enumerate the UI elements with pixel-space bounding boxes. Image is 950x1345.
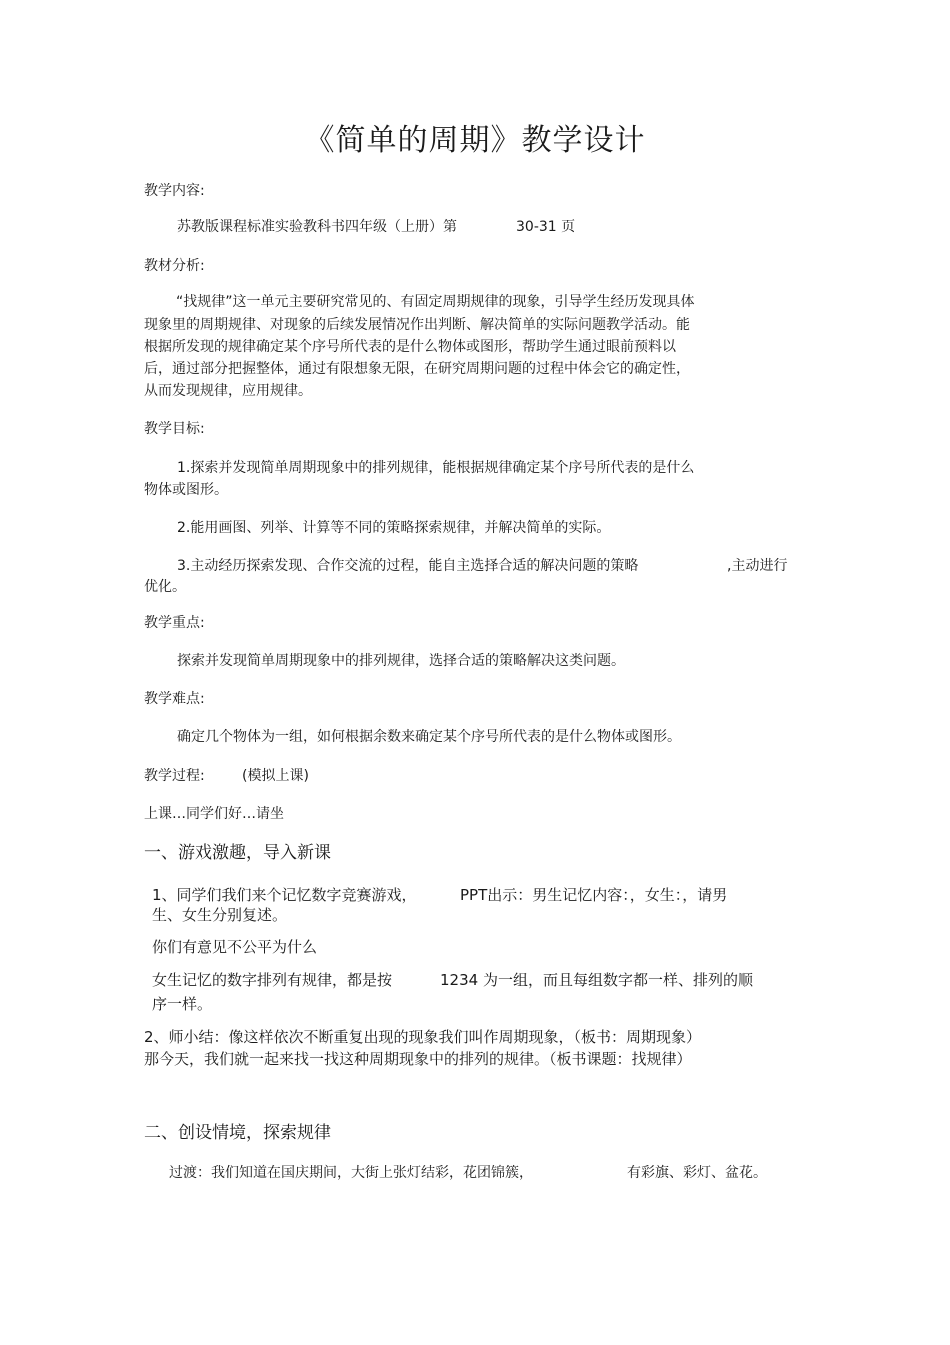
section-2-transition-end: 有彩旗、彩灯、盆花。 <box>627 1165 767 1181</box>
goal-3-cont: 优化。 <box>144 579 186 595</box>
section-1-para-3: 女生记忆的数字排列有规律，都是按 <box>152 971 393 989</box>
content-text: 苏教版课程标准实验教科书四年级（上册）第 <box>177 219 457 235</box>
goal-3-end: ,主动进行 <box>727 558 788 574</box>
section-1-para-3-mid: 1234 为一组，而且每组数字都一样、排列的顺 <box>440 971 753 989</box>
section-1-para-1: 1、同学们我们来个记忆数字竞赛游戏， <box>152 886 417 904</box>
section-1-para-3-cont: 序一样。 <box>152 995 213 1013</box>
analysis-label: 教材分析: <box>144 258 205 274</box>
section-1-summary-cont: 那今天，我们就一起来找一找这种周期现象中的排列的规律。（板书课题：找规律） <box>144 1050 692 1068</box>
analysis-line: “找规律”这一单元主要研究常见的、有固定周期规律的现象，引导学生经历发现具体 <box>176 294 695 310</box>
goal-2: 2.能用画图、列举、计算等不同的策略探索规律，并解决简单的实际。 <box>177 520 611 536</box>
difficulty-label: 教学难点: <box>144 691 205 707</box>
section-1-heading: 一、游戏激趣，导入新课 <box>144 843 331 863</box>
content-pages: 30-31 页 <box>516 219 576 235</box>
goals-label: 教学目标: <box>144 421 205 437</box>
analysis-line: 现象里的周期规律、对现象的后续发展情况作出判断、解决简单的实际问题教学活动。能 <box>144 317 690 333</box>
goal-1-cont: 物体或图形。 <box>144 482 228 498</box>
key-label: 教学重点: <box>144 615 205 631</box>
process-label: 教学过程: <box>144 768 205 784</box>
difficulty-text: 确定几个物体为一组，如何根据余数来确定某个序号所代表的是什么物体或图形。 <box>177 729 681 745</box>
goal-3: 3.主动经历探索发现、合作交流的过程，能自主选择合适的解决问题的策略 <box>177 558 639 574</box>
goal-1: 1.探索并发现简单周期现象中的排列规律，能根据规律确定某个序号所代表的是什么 <box>177 460 695 476</box>
section-1-para-1-cont: 生、女生分别复述。 <box>152 906 288 924</box>
class-start: 上课…同学们好…请坐 <box>144 806 284 822</box>
analysis-line: 根据所发现的规律确定某个序号所代表的是什么物体或图形，帮助学生通过眼前预料以 <box>144 339 676 355</box>
content-label: 教学内容: <box>144 183 205 199</box>
section-1-para-1-ppt: PPT出示：男生记忆内容：，女生：，请男 <box>460 886 728 904</box>
section-2-heading: 二、创设情境，探索规律 <box>144 1123 331 1143</box>
section-2-transition: 过渡：我们知道在国庆期间，大街上张灯结彩，花团锦簇， <box>169 1165 533 1181</box>
analysis-line: 从而发现规律，应用规律。 <box>144 383 312 399</box>
section-1-summary: 2、师小结：像这样依次不断重复出现的现象我们叫作周期现象，（板书：周期现象） <box>144 1028 702 1046</box>
section-1-para-2: 你们有意见不公平为什么 <box>152 938 318 956</box>
document-title: 《简单的周期》教学设计 <box>304 123 646 158</box>
key-text: 探索并发现简单周期现象中的排列规律，选择合适的策略解决这类问题。 <box>177 653 625 669</box>
process-note: (模拟上课) <box>242 768 309 784</box>
analysis-line: 后，通过部分把握整体，通过有限想象无限，在研究周期问题的过程中体会它的确定性， <box>144 361 690 377</box>
